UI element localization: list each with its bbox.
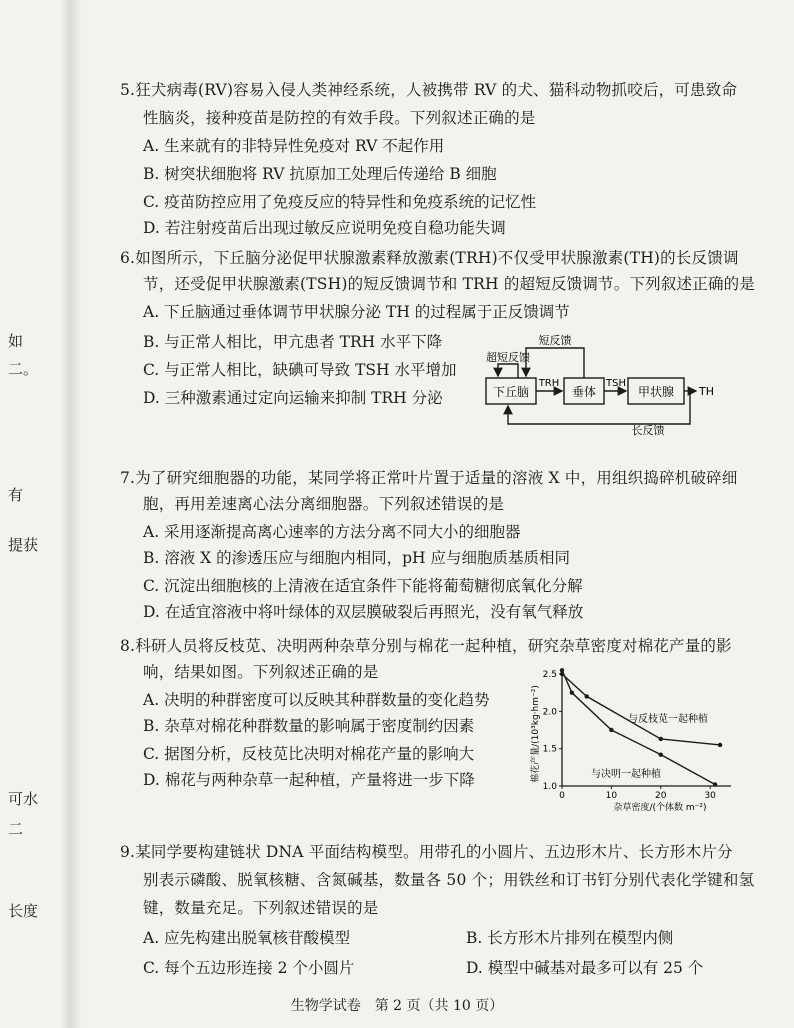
q8-option-a: A. 决明的种群密度可以反映其种群数量的变化趋势	[143, 691, 490, 709]
y-tick-label: 1.5	[542, 744, 557, 755]
legend-series-2: 与决明一起种植	[591, 769, 661, 780]
q9-stem-3: 键，数量充足。下列叙述错误的是	[143, 899, 379, 917]
series-line-2	[562, 670, 715, 784]
ultra-short-feedback-label: 超短反馈	[486, 351, 530, 364]
th-label: TH	[699, 385, 714, 398]
margin-note: 提获	[8, 536, 39, 554]
q5-stem: 5.狂犬病毒(RV)容易入侵人类神经系统，人被携带 RV 的犬、猫科动物抓咬后，可患致命	[120, 81, 738, 99]
x-tick-label: 30	[704, 791, 716, 801]
q7-stem-2: 胞，再用差速离心法分离细胞器。下列叙述错误的是	[143, 495, 505, 513]
x-tick-label: 0	[559, 791, 565, 801]
q6-stem-2: 节，还受促甲状腺激素(TSH)的短反馈调节和 TRH 的超短反馈调节。下列叙述正确的是	[143, 275, 756, 293]
hypothalamus-box: 下丘脑	[492, 385, 530, 399]
q9-option-c: C. 每个五边形连接 2 个小圆片	[143, 959, 355, 977]
series-line-1	[562, 674, 720, 745]
margin-note: 可水	[8, 790, 39, 808]
margin-note: 二	[8, 820, 24, 838]
y-tick-label: 1.0	[542, 782, 557, 792]
q8-option-b: B. 杂草对棉花种群数量的影响属于密度制约因素	[143, 717, 475, 735]
q8-stem: 8.科研人员将反枝苋、决明两种杂草分别与棉花一起种植，研究杂草密度对棉花产量的影	[120, 637, 732, 655]
q6-option-d: D. 三种激素通过定向运输来抑制 TRH 分泌	[143, 389, 443, 407]
q5-option-d: D. 若注射疫苗后出现过敏反应说明免疫自稳功能失调	[143, 219, 506, 237]
data-point	[659, 737, 663, 741]
q9-option-d: D. 模型中碱基对最多可以有 25 个	[466, 959, 704, 977]
q5-option-b: B. 树突状细胞将 RV 抗原加工处理后传递给 B 细胞	[143, 165, 497, 183]
data-point	[609, 728, 613, 732]
data-point	[713, 782, 717, 786]
page-fold-shadow	[60, 0, 82, 1028]
q6-option-a: A. 下丘脑通过垂体调节甲状腺分泌 TH 的过程属于正反馈调节	[143, 303, 570, 321]
pituitary-box: 垂体	[571, 385, 597, 399]
cotton-yield-chart	[520, 664, 740, 814]
q6-option-c: C. 与正常人相比，缺碘可导致 TSH 水平增加	[143, 361, 457, 379]
q5-stem-2: 性脑炎，接种疫苗是防控的有效手段。下列叙述正确的是	[143, 109, 536, 127]
q7-option-b: B. 溶液 X 的渗透压应与细胞内相同，pH 应与细胞质基质相同	[143, 549, 571, 567]
q6-stem: 6.如图所示，下丘脑分泌促甲状腺激素释放激素(TRH)不仅受甲状腺激素(TH)的长反馈调	[120, 249, 739, 267]
x-tick-label: 20	[655, 791, 667, 801]
data-point	[570, 690, 574, 694]
margin-note: 如	[8, 332, 24, 350]
margin-note: 有	[8, 486, 24, 504]
q6-option-b: B. 与正常人相比，甲亢患者 TRH 水平下降	[143, 333, 443, 351]
margin-note: 二。	[8, 360, 39, 378]
y-tick-label: 2.5	[542, 670, 557, 680]
q7-option-c: C. 沉淀出细胞核的上清液在适宜条件下能将葡萄糖彻底氧化分解	[143, 577, 583, 595]
y-tick-label: 2.0	[542, 707, 557, 718]
q7-stem: 7.为了研究细胞器的功能，某同学将正常叶片置于适量的溶液 X 中，用组织捣碎机破碎细	[120, 469, 738, 487]
data-point	[659, 752, 663, 756]
trh-label: TRH	[538, 378, 560, 389]
q7-option-d: D. 在适宜溶液中将叶绿体的双层膜破裂后再照光，没有氧气释放	[143, 603, 584, 621]
q9-stem: 9.某同学要构建链状 DNA 平面结构模型。用带孔的小圆片、五边形木片、长方形木片分	[120, 843, 733, 861]
q9-option-a: A. 应先构建出脱氧核苷酸模型	[143, 929, 351, 947]
data-point	[560, 668, 564, 672]
margin-note: 长度	[8, 902, 39, 920]
tsh-label: TSH	[606, 378, 626, 389]
q7-option-a: A. 采用逐渐提高离心速率的方法分离不同大小的细胞器	[143, 523, 521, 541]
data-point	[718, 743, 722, 747]
q8-stem-2: 响，结果如图。下列叙述正确的是	[143, 663, 379, 681]
feedback-diagram	[478, 334, 718, 436]
thyroid-box: 甲状腺	[637, 385, 675, 399]
page-footer: 生物学试卷 第 2 页（共 10 页）	[290, 998, 504, 1014]
y-axis-label: 棉花产量/(10³kg·hm⁻²)	[531, 685, 541, 783]
short-feedback-label: 短反馈	[538, 334, 572, 347]
q8-option-c: C. 据图分析，反枝苋比决明对棉花产量的影响大	[143, 745, 475, 763]
q8-option-d: D. 棉花与两种杂草一起种植，产量将进一步下降	[143, 771, 475, 789]
legend-series-1: 与反枝苋一起种植	[628, 714, 708, 725]
x-axis-label: 杂草密度/(个体数 m⁻²)	[613, 803, 707, 813]
long-feedback-label: 长反馈	[631, 424, 665, 436]
q9-option-b: B. 长方形木片排列在模型内侧	[466, 929, 674, 947]
q9-stem-2: 别表示磷酸、脱氧核糖、含氮碱基，数量各 50 个；用铁丝和订书钉分别代表化学键和氢	[143, 871, 755, 889]
q5-option-c: C. 疫苗防控应用了免疫反应的特异性和免疫系统的记忆性	[143, 193, 537, 211]
x-tick-label: 10	[605, 791, 618, 801]
q5-option-a: A. 生来就有的非特异性免疫对 RV 不起作用	[143, 137, 445, 155]
data-point	[584, 694, 588, 698]
